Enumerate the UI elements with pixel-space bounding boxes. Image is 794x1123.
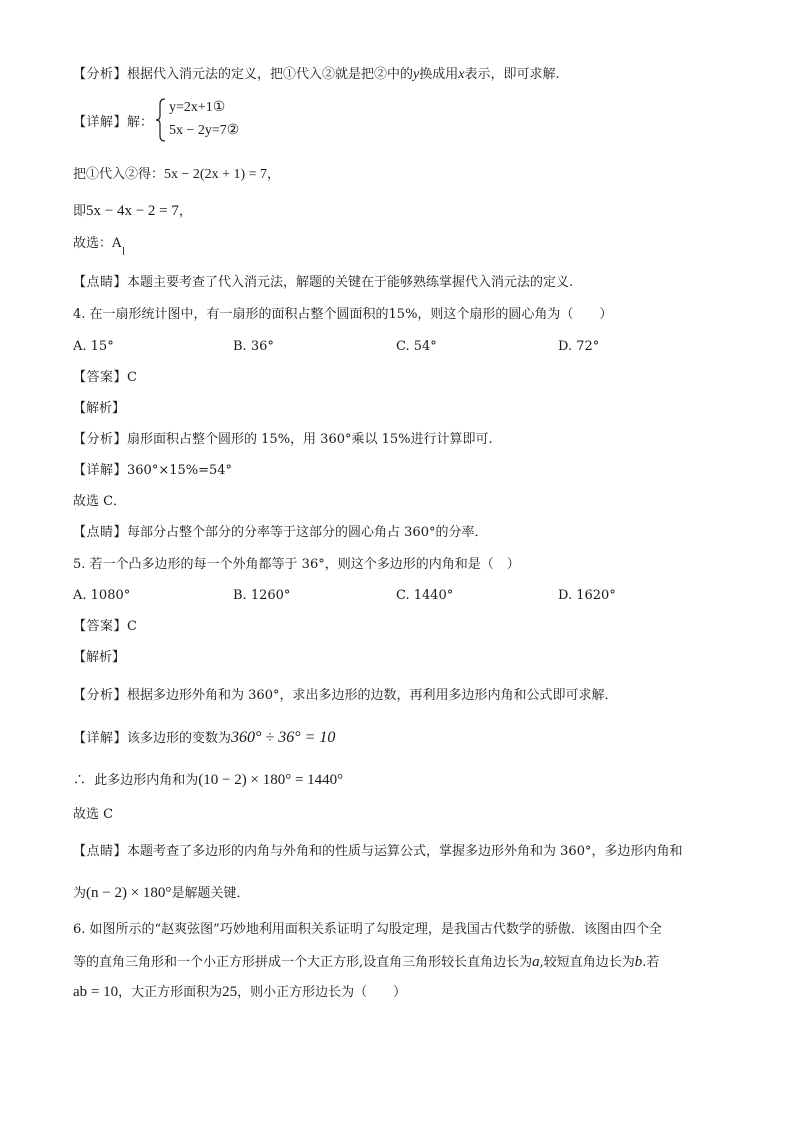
detail-math: 360° ÷ 36° = 10 [231,729,336,746]
q4-stem: 4. 在一扇形统计图中，有一扇形的面积占整个圆面积的15%，则这个扇形的圆心角为（ ） [73,307,613,322]
q4-option-a: A. 15° [73,339,114,354]
detail-text: 解： [127,115,154,130]
therefore-text: 此多边形内角和为 [94,773,199,788]
q5-analysis-line [73,687,617,705]
q4-comment-line [73,524,487,542]
var-a: a [532,954,540,970]
q6-stem-1: 6. 如图所示的“赵爽弦图”巧妙地利用面积关系证明了勾股定理，是我国古代数学的骄傲．该图由四个全 [73,922,662,937]
analysis-text-2: 换成用 [419,67,459,82]
comment-text-2-pre: 为 [73,886,87,901]
answer-value: C [127,370,137,385]
comment-text: 本题考查了多边形的内角与外角和的性质与运算公式，掌握多边形外角和为 360°，多边形内角和 [127,844,683,859]
detail-tag: 【详解】 [73,463,128,478]
equation-2: 5x − 2y=7② [169,123,240,138]
q4-answer-line [73,369,137,387]
detail-tag: 【详解】 [73,731,128,746]
comment-tag: 【点睛】 [73,844,128,859]
q5-detail-line [73,729,335,748]
comment-tag: 【点睛】 [73,275,128,290]
subst-text: 把①代入②得： [73,167,165,182]
detail-text: 该多边形的变数为 [127,731,232,746]
q3-ji-line [73,202,192,221]
analysis-tag: 【分析】 [73,67,128,82]
q5-option-d: D. 1620° [558,588,616,603]
q4-option-c: C. 54° [396,339,437,354]
left-brace-icon [155,98,167,142]
analysis-text: 根据代入消元法的定义，把①代入②就是把②中的 [127,67,414,82]
text-cursor [123,247,124,255]
q4-choose: 故选 C． [73,494,127,509]
q5-option-a: A. 1080° [73,588,131,603]
q4-analysis-line [73,431,493,449]
q5-option-c: C. 1440° [396,588,454,603]
q5-stem: 5. 若一个凸多边形的每一个外角都等于 36°，则这个多边形的内角和是（ ） [73,557,520,572]
q5-option-b: B. 1260° [233,588,291,603]
q3-choose: 故选：A [73,236,122,251]
subst-end: ， [267,167,281,182]
therefore-math: (10 − 2) × 180° = 1440° [198,772,344,788]
stem-3-math: ab = 10 [73,984,119,1000]
comment-text: 每部分占整个部分的分率等于这部分的圆心角占 360°的分率． [127,525,488,540]
stem-3-end: ，则小正方形边长为（ ） [237,985,407,1000]
q5-comment-line [73,843,682,861]
stem-2-mid: ,较短直角边长为 [539,955,635,970]
var-b: b [634,954,643,970]
answer-tag: 【答案】 [73,619,128,634]
analysis-text-3: 表示，即可求解. [464,67,560,82]
comment-tag: 【点睛】 [73,525,128,540]
equation-1: y=2x+1① [169,100,226,115]
ji-text: 即 [73,204,87,219]
comment-text: 本题主要考查了代入消元法，解题的关键在于能够熟练掌握代入消元法的定义. [127,275,574,290]
var-y: y [413,67,420,82]
detail-tag: 【详解】 [73,115,128,130]
stem-2-pre: 等的直角三角形和一个小正方形拼成一个大正方形,设直角三角形较长直角边长为 [73,955,533,970]
analysis-tag: 【分析】 [73,432,128,447]
q5-therefore-line [73,771,343,790]
stem-3-num: 25 [222,984,238,1000]
subst-math: 5x − 2(2x + 1) = 7 [164,167,268,182]
var-x: x [458,67,465,82]
therefore-symbol: ∴ [73,773,87,788]
comment-text-2-post: 是解题关键． [171,886,250,901]
comment-math: (n − 2) × 180° [86,885,172,901]
q3-comment-line [73,274,573,292]
analysis-text: 扇形面积占整个圆形的 15%，用 360°乘以 15%进行计算即可. [127,432,493,447]
q6-stem-3 [73,983,406,1002]
ji-math: 5x − 4x − 2 = 7 [86,203,179,219]
q5-comment-line-2 [73,884,249,903]
answer-value: C [127,619,137,634]
q3-subst-line [73,166,280,184]
ji-end: ， [178,204,192,219]
q6-stem-2 [73,953,659,972]
q3-detail-line [73,114,153,132]
stem-3-mid: ，大正方形面积为 [118,985,223,1000]
q5-jiexi-tag: 【解析】 [73,650,126,665]
equation-system [155,98,275,142]
stem-2-end: .若 [642,955,660,970]
detail-text: 360°×15%=54° [127,463,233,478]
q5-answer-line [73,618,137,636]
analysis-tag: 【分析】 [73,688,128,703]
q5-choose: 故选 C [73,807,114,822]
q4-detail-line [73,462,232,480]
q4-option-d: D. 72° [558,339,600,354]
analysis-text: 根据多边形外角和为 360°，求出多边形的边数，再利用多边形内角和公式即可求解． [127,688,618,703]
q3-analysis-line [73,66,560,84]
q4-option-b: B. 36° [233,339,274,354]
answer-tag: 【答案】 [73,370,128,385]
q4-jiexi-tag: 【解析】 [73,401,126,416]
